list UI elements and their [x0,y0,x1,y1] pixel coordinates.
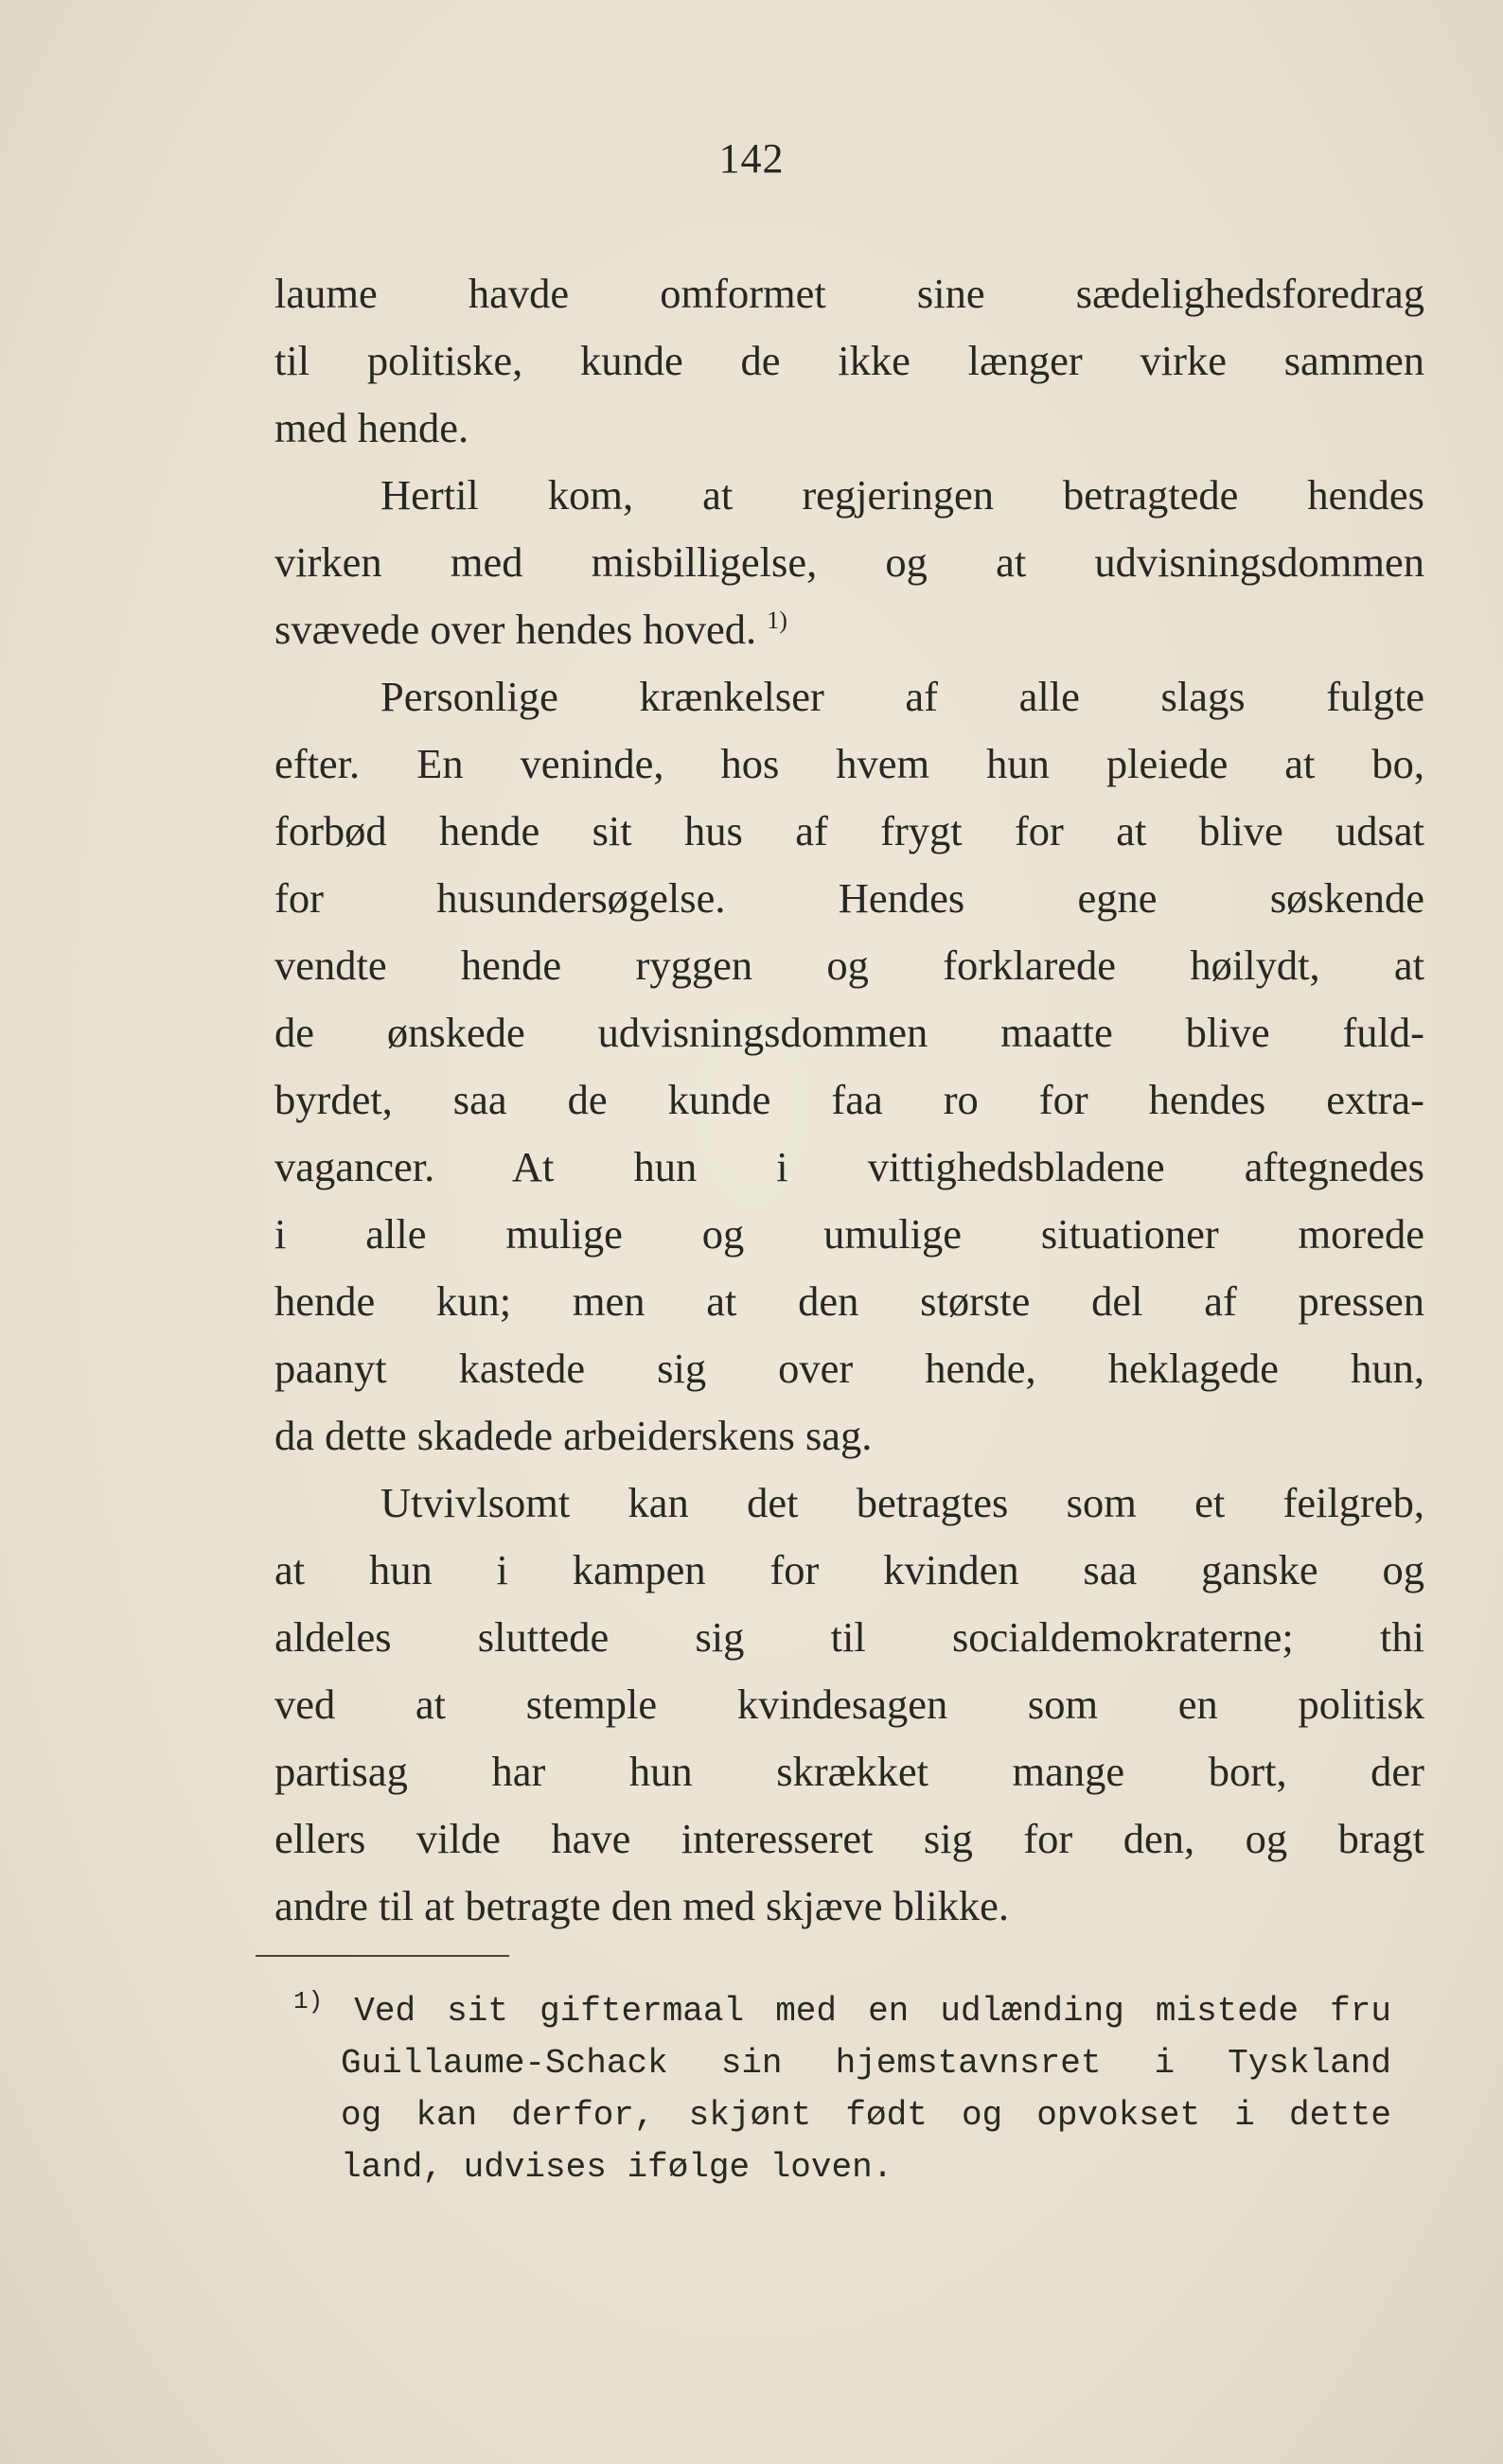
text-line: de ønskede udvisningsdommen maatte blive fuld- [274,1009,1424,1056]
footnote-reference: 1) [767,607,787,635]
text-line: andre til at betragte den med skjæve blikke. [274,1882,1010,1929]
footnote-line [293,1985,1391,2037]
text-line: ved at stemple kvindesagen som en politisk [274,1681,1424,1728]
footnote-line: og kan derfor, skjønt født og opvokset i dette [341,2096,1391,2135]
footnote-line: land, udvises ifølge loven. [341,2148,893,2187]
text-line: i alle mulige og umulige situationer morede [274,1210,1424,1258]
text-line: til politiske, kunde de ikke længer virke sammen [274,337,1424,384]
page-number: 142 [718,135,785,182]
text-line: efter. En veninde, hos hvem hun pleiede at bo, [274,740,1424,787]
text-line: vendte hende ryggen og forklarede høilydt, at [274,942,1424,989]
text-line: partisag har hun skrækket mange bort, der [274,1748,1424,1795]
text-line: byrdet, saa de kunde faa ro for hendes extra- [274,1076,1424,1123]
text-line: Personlige krænkelser af alle slags fulgte [380,673,1424,720]
text-line: virken med misbilligelse, og at udvisningsdommen [274,538,1424,586]
text-line: vagancer. At hun i vittighedsbladene aftegnedes [274,1143,1424,1190]
text-line: Hertil kom, at regjeringen betragtede hendes [380,471,1424,519]
text-line-content: svævede over hendes hoved. [274,606,757,653]
footnote-line: Guillaume-Schack sin hjemstavnsret i Tyskland [341,2044,1391,2083]
text-line [274,596,1424,663]
body-text [274,260,1424,1940]
footnote [293,1985,1391,2193]
footnote-line-content: Ved sit giftermaal med en udlænding mistede fru [354,1992,1391,2031]
text-line: aldeles sluttede sig til socialdemokraterne; thi [274,1613,1424,1661]
text-line: paanyt kastede sig over hende, heklagede hun, [274,1345,1424,1392]
text-line: med hende. [274,404,469,451]
text-line: Utvivlsomt kan det betragtes som et feilgreb, [380,1479,1424,1526]
text-line: forbød hende sit hus af frygt for at blive udsat [274,807,1424,854]
text-line: for husundersøgelse. Hendes egne søskende [274,874,1424,922]
text-line: da dette skadede arbeiderskens sag. [274,1412,873,1459]
text-line: hende kun; men at den største del af pressen [274,1277,1424,1325]
footnote-marker: 1) [293,1987,324,2015]
footnote-divider [256,1955,509,1957]
text-line: ellers vilde have interesseret sig for den, og bragt [274,1815,1424,1862]
text-line: at hun i kampen for kvinden saa ganske og [274,1546,1424,1593]
text-line: laume havde omformet sine sædelighedsforedrag [274,270,1424,317]
